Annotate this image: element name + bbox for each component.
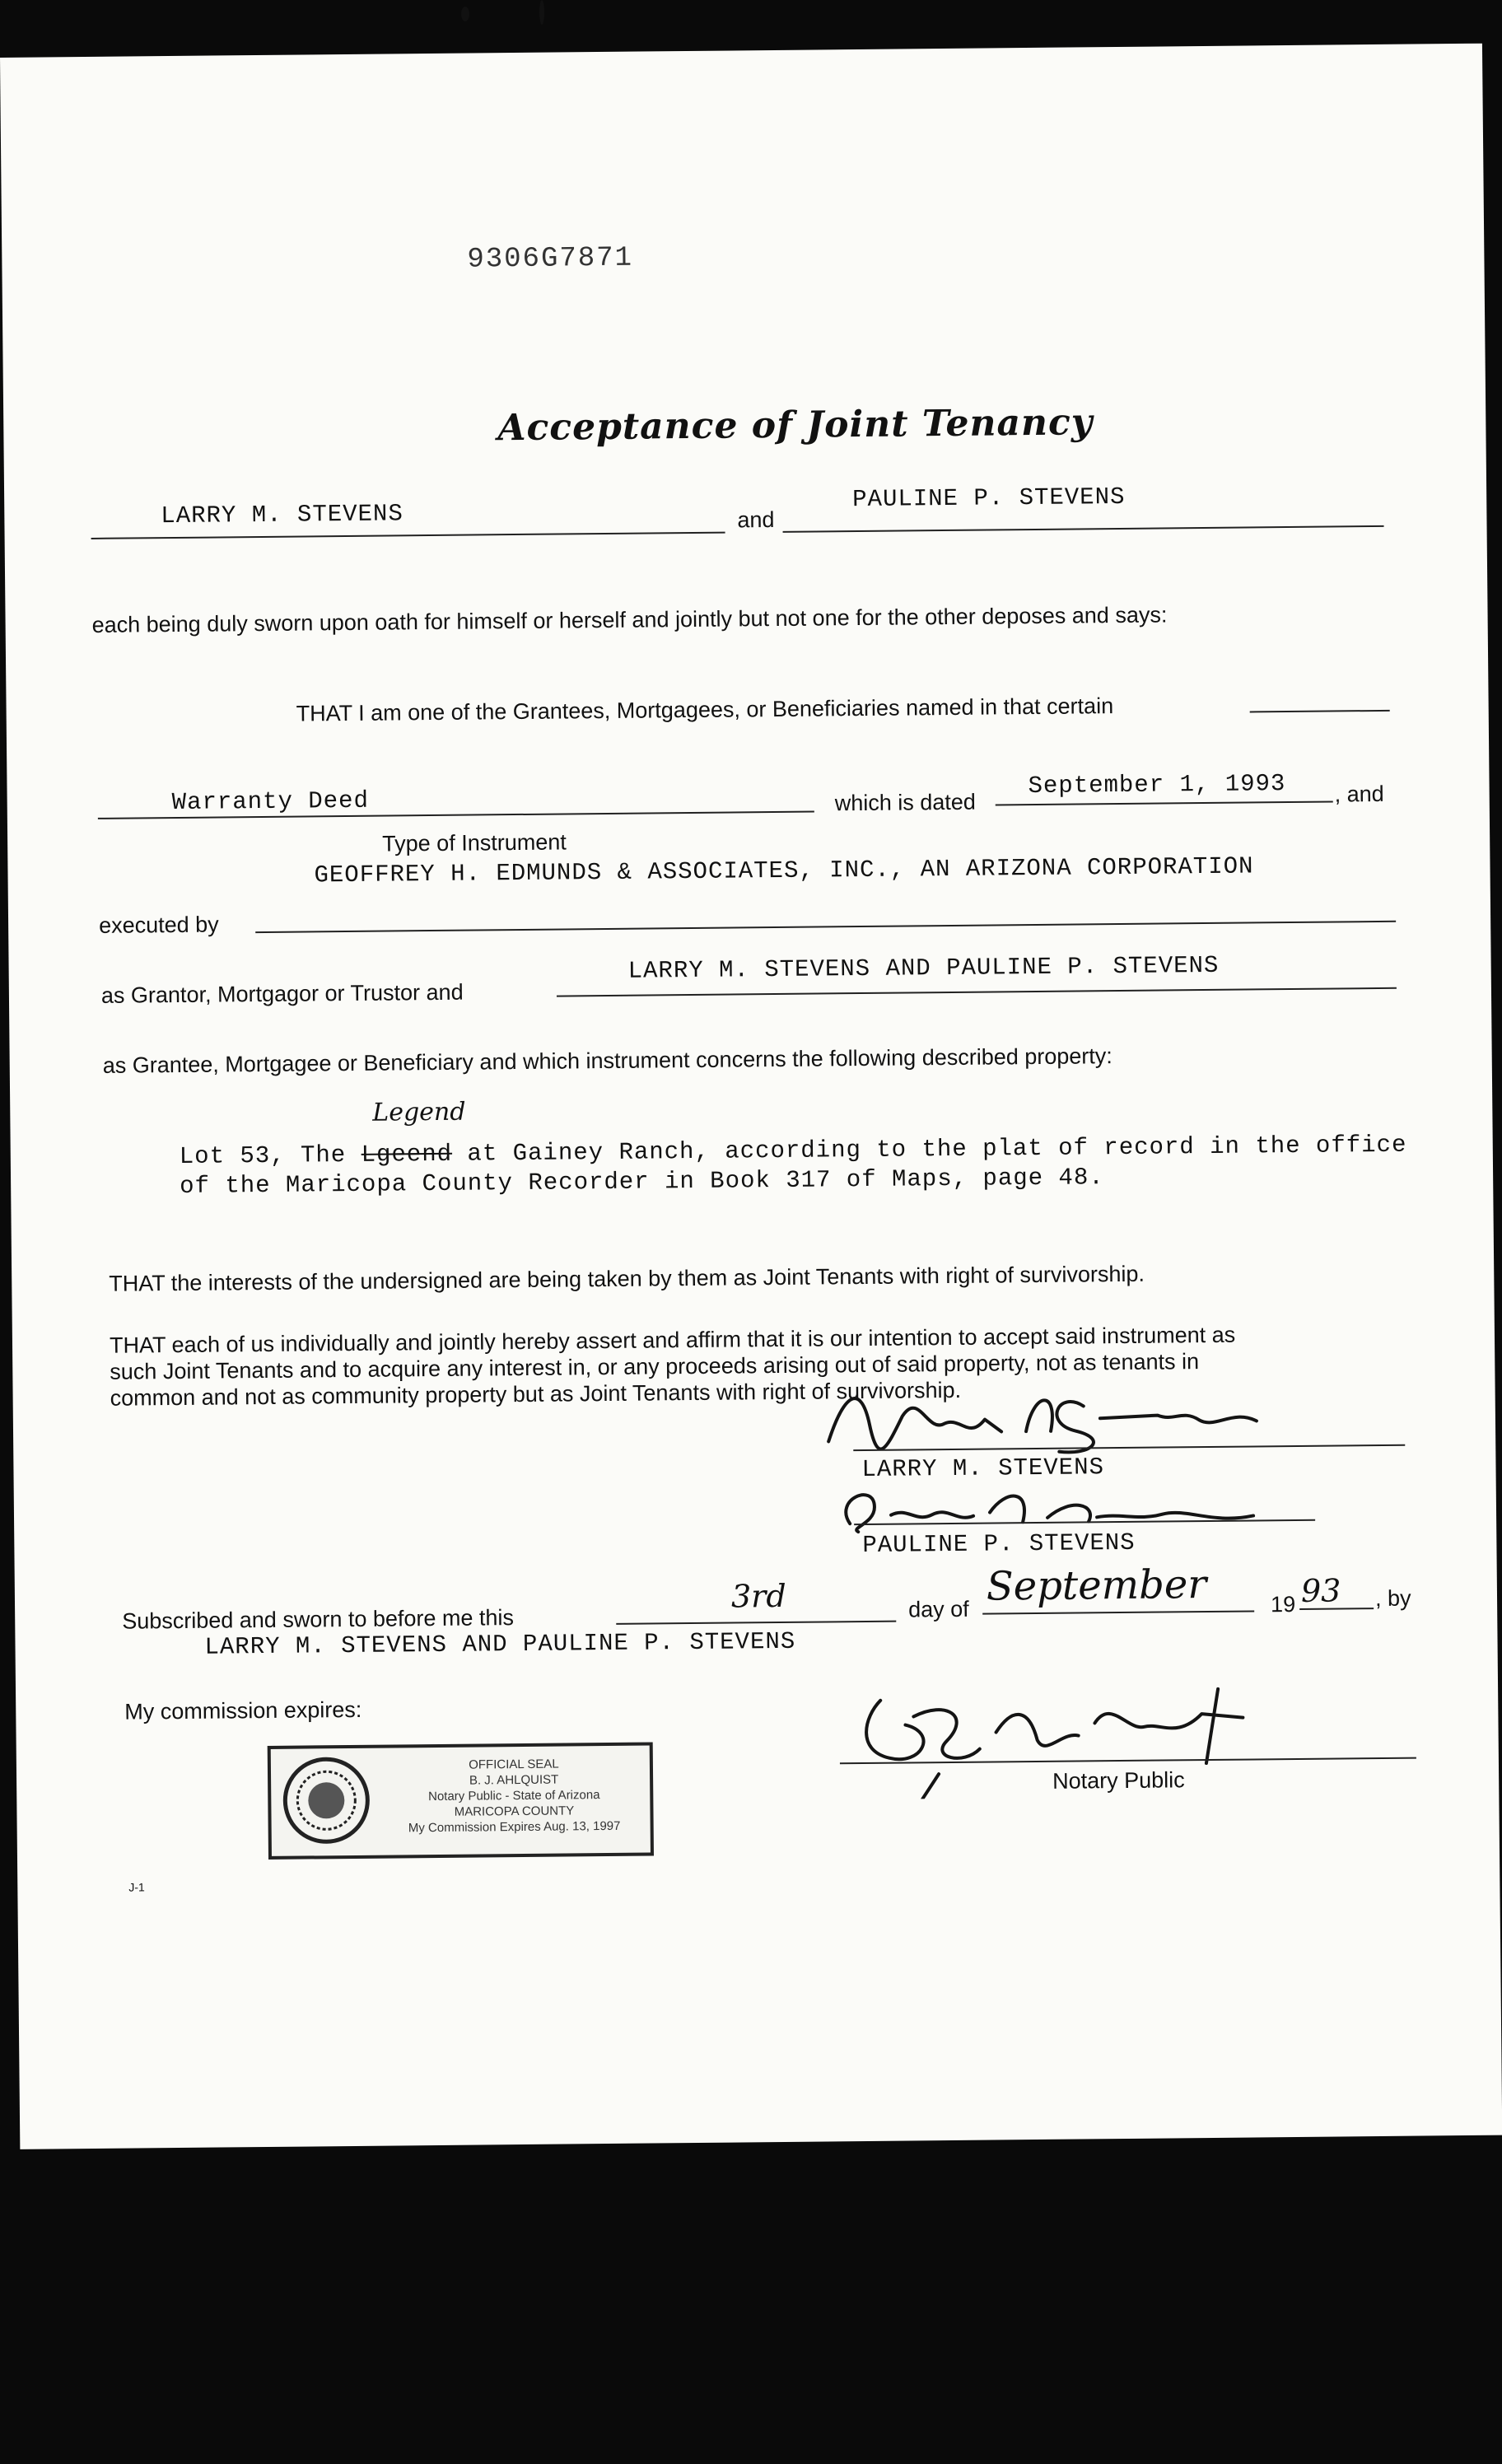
that-statement: THAT I am one of the Grantees, Mortgagees, or Beneficiaries named in that certain — [296, 693, 1114, 726]
grantee-2-line — [783, 525, 1384, 533]
scan-speck — [461, 7, 469, 21]
by-label: , by — [1374, 1585, 1411, 1612]
affirm-line-3: common and not as community property but as Joint Tenants with right of survivorship. — [110, 1377, 962, 1411]
dated-label: which is dated — [834, 789, 976, 816]
oath-statement: each being duly sworn upon oath for himself or herself and jointly but not one for the other deposes and says: — [91, 602, 1168, 637]
signer-1-name: LARRY M. STEVENS — [861, 1454, 1105, 1484]
seal-text-block — [386, 1756, 642, 1836]
signer-2-name: PAULINE P. STEVENS — [862, 1528, 1136, 1560]
year-handwritten: 93 — [1300, 1572, 1341, 1609]
seal-line-2: B. J. AHLQUIST — [469, 1772, 559, 1788]
affirm-line-2: such Joint Tenants and to acquire any interest in, or any proceeds arising out of said property, not as tenants in — [110, 1349, 1200, 1384]
and-label: and — [737, 506, 775, 533]
seal-line-5: My Commission Expires Aug. 13, 1997 — [408, 1818, 621, 1836]
notary-label: Notary Public — [1052, 1767, 1185, 1794]
affirm-line-1: THAT each of us individually and jointly hereby assert and affirm that it is our intention to accept said instrument as — [109, 1322, 1236, 1358]
seal-line-4: MARICOPA COUNTY — [454, 1804, 575, 1819]
legal-text-a: Lot 53, The — [179, 1141, 362, 1170]
grantee-1-name: LARRY M. STEVENS — [161, 500, 403, 530]
grantee-1-line — [91, 532, 725, 539]
commission-label: My commission expires: — [124, 1696, 362, 1724]
month-line — [982, 1610, 1254, 1614]
document-number: 9306G7871 — [467, 242, 634, 276]
subscribed-label: Subscribed and sworn to before me this — [122, 1605, 515, 1634]
instrument-date: September 1, 1993 — [1028, 770, 1286, 800]
scan-speck — [539, 0, 544, 25]
grantees-line — [557, 987, 1397, 997]
seal-line-1: OFFICIAL SEAL — [469, 1757, 559, 1772]
state-seal-icon — [281, 1755, 372, 1846]
interest-statement: THAT the interests of the undersigned are being taken by them as Joint Tenants with right of survivorship. — [109, 1261, 1145, 1296]
that-line — [1250, 710, 1390, 713]
instrument-type: Warranty Deed — [171, 786, 370, 817]
document-title: Acceptance of Joint Tenancy — [497, 401, 1094, 450]
day-line — [616, 1621, 896, 1625]
month-handwritten: September — [986, 1561, 1207, 1610]
form-code: J-1 — [128, 1880, 145, 1894]
grantee-2-name: PAULINE P. STEVENS — [852, 483, 1126, 514]
executed-by-label: executed by — [98, 912, 219, 938]
year-line — [1299, 1608, 1374, 1610]
signature-larry — [811, 1371, 1273, 1466]
executed-by-line — [255, 921, 1396, 933]
sworn-by-names: LARRY M. STEVENS AND PAULINE P. STEVENS — [204, 1627, 796, 1661]
notary-seal — [268, 1742, 654, 1859]
date-line — [996, 801, 1333, 806]
grantee-statement: as Grantee, Mortgagee or Beneficiary and which instrument concerns the following described property: — [102, 1043, 1113, 1078]
legal-text-b: at Gainey Ranch, according to the plat of record in the office — [451, 1131, 1407, 1168]
struck-text: Lgeend — [361, 1140, 453, 1169]
grantor-name: GEOFFREY H. EDMUNDS & ASSOCIATES, INC., AN ARIZONA CORPORATION — [314, 852, 1254, 889]
type-caption: Type of Instrument — [382, 829, 567, 856]
seal-line-3: Notary Public - State of Arizona — [427, 1788, 600, 1804]
handwritten-correction: Legend — [372, 1097, 466, 1127]
legal-description-line-2: of the Maricopa County Recorder in Book 317 of Maps, page 48. — [180, 1164, 1104, 1200]
year-prefix: 19 — [1270, 1591, 1296, 1617]
grantor-label: as Grantor, Mortgagor or Trustor and — [100, 979, 464, 1008]
grantees-names: LARRY M. STEVENS AND PAULINE P. STEVENS — [627, 951, 1220, 985]
day-of-label: day of — [907, 1596, 969, 1622]
legal-description-line-1 — [180, 1132, 1407, 1170]
day-handwritten: 3rd — [730, 1577, 786, 1615]
and-end-label: , and — [1334, 781, 1384, 807]
document-page — [0, 44, 1502, 2149]
